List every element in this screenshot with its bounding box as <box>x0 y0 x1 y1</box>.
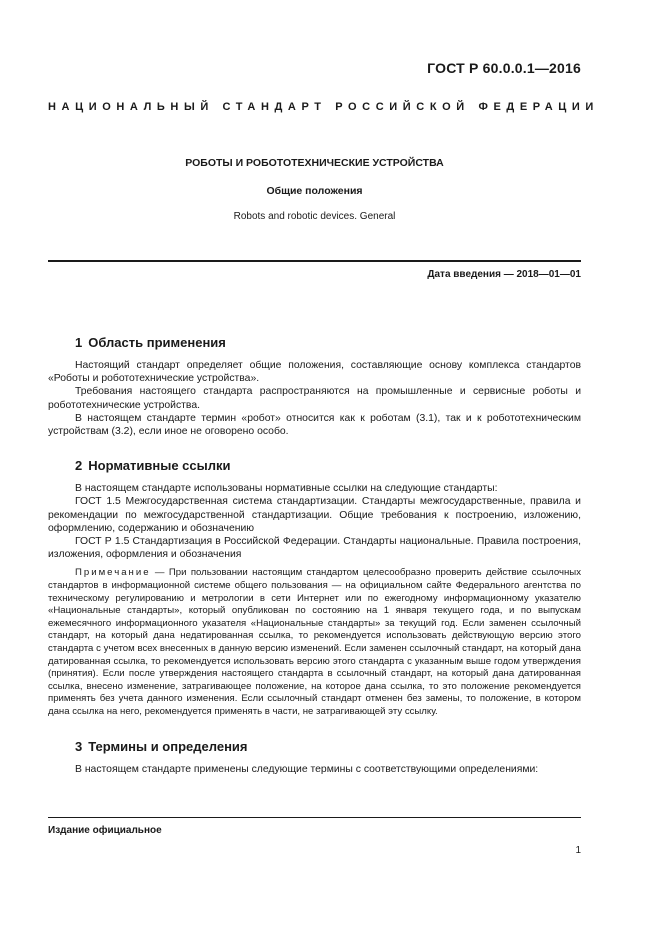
reference-gost-1-5: ГОСТ 1.5 Межгосударственная система стандартизации. Стандарты межгосударственные, правила и рекомендации по межгосударственной стандартизации. Общие требования к построению, изложению, оформлению, содержанию и обозначению <box>48 496 581 534</box>
section-title: Термины и определения <box>88 738 248 754</box>
section-terms <box>48 739 581 776</box>
document-title: РОБОТЫ И РОБОТОТЕХНИЧЕСКИЕ УСТРОЙСТВА <box>185 157 444 169</box>
paragraph: В настоящем стандарте использованы нормативные ссылки на следующие стандарты: <box>75 483 498 495</box>
document-body <box>48 335 581 776</box>
top-divider <box>48 260 581 262</box>
page-number: 1 <box>575 845 581 856</box>
paragraph: Требования настоящего стандарта распространяются на промышленные и сервисные роботы и робототехнические устройства. <box>48 386 581 411</box>
section-number: 2 <box>75 458 83 474</box>
edition-label: Издание официальное <box>48 825 162 836</box>
section-heading <box>48 739 581 754</box>
paragraph: В настоящем стандарте применены следующие термины с соответствующими определениями: <box>75 763 539 775</box>
note-label: Примечание <box>75 567 151 579</box>
paragraph: В настоящем стандарте термин «робот» относится как к роботам (3.1), так и к робототехническим устройствам (3.2), если иное не оговорено особо. <box>48 412 581 438</box>
section-scope <box>48 335 581 438</box>
reference-gost-r-1-5: ГОСТ Р 1.5 Стандартизация в Российской Федерации. Стандарты национальные. Правила построения, изложения, оформления и обозначения <box>48 536 581 561</box>
section-title: Область применения <box>88 335 226 350</box>
national-standard-heading: НАЦИОНАЛЬНЫЙ СТАНДАРТ РОССИЙСКОЙ ФЕДЕРАЦИИ <box>48 101 599 113</box>
section-number: 3 <box>75 738 83 754</box>
english-title: Robots and robotic devices. General <box>233 211 396 222</box>
bottom-divider <box>48 817 581 818</box>
standard-code: ГОСТ Р 60.0.0.1—2016 <box>427 60 581 76</box>
section-title: Нормативные ссылки <box>88 458 231 474</box>
section-normative-references <box>48 458 581 718</box>
note <box>48 567 581 718</box>
paragraph: Настоящий стандарт определяет общие положения, составляющие основу комплекса стандартов «Роботы и робототехнические устройства». <box>48 360 581 385</box>
section-heading <box>48 458 581 473</box>
introduction-date: Дата введения — 2018—01—01 <box>427 269 581 280</box>
note-text: — При пользовании настоящим стандартом целесообразно проверить действие ссылочных стандартов в информационной системе общего пользования — на официальном сайте Федерального агентства по техническому регулированию и метрологии в сети Интернет или по ежегодному информационному указателю «Национальные стандарты», который опубликован по состоянию на 1 января текущего года, и по выпускам ежемесячного информационного указателя «Национальные стандарты» за текущий год. Если заменен ссылочный стандарт, на который дана недатированная ссылка, то рекомендуется использовать действующую версию этого стандарта с учетом всех внесенных в данную версию изменений. Если заменен ссылочный стандарт, на который дана датированная ссылка, то рекомендуется использовать версию этого стандарта с указанным выше годом утверждения (принятия). Если после утверждения настоящего стандарта в ссылочный стандарт, на который дана датированная ссылка, внесено изменение, затрагивающее положение, на которое дана ссылка, то это положение рекомендуется применять без учета данного изменения. Если ссылочный стандарт отменен без замены, то положение, в котором дана ссылка на него, рекомендуется применять в части, не затрагивающей эту ссылку. <box>48 567 581 717</box>
section-heading <box>48 335 581 350</box>
document-subtitle: Общие положения <box>266 185 363 197</box>
section-number: 1 <box>75 335 83 350</box>
